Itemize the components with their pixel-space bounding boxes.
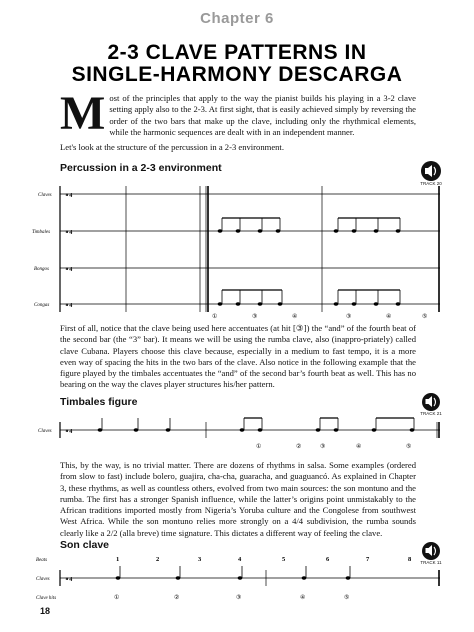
page-title-line-1: 2-3 CLAVE PATTERNS IN xyxy=(107,41,367,64)
staff-label-timbales: Timbales xyxy=(32,230,51,235)
timbales-score xyxy=(30,414,445,460)
clave-hit-2: ② xyxy=(174,595,180,601)
staff-label-bongos: Bongos xyxy=(34,267,49,272)
svg-text:𝄥 4: 𝄥 4 xyxy=(66,429,73,435)
conga-label-6: ⑤ xyxy=(422,314,428,320)
timbales-label-1: ① xyxy=(256,444,262,450)
clave-hit-5: ⑤ xyxy=(344,595,350,601)
staff-label-congas: Congas xyxy=(34,303,50,308)
percussion-score xyxy=(30,180,445,320)
section-heading-son-clave: Son clave xyxy=(60,539,110,551)
beat-5: 5 xyxy=(282,556,286,563)
intro-paragraph xyxy=(60,87,416,140)
beat-6: 6 xyxy=(326,556,330,563)
section-heading-timbales: Timbales figure xyxy=(60,396,138,408)
clave-hit-1: ① xyxy=(114,595,120,601)
staff-label-claves: Claves xyxy=(38,429,52,434)
svg-text:𝄥 4: 𝄥 4 xyxy=(66,577,73,583)
chapter-label: Chapter 6 xyxy=(200,10,274,27)
conga-label-1: ① xyxy=(212,314,218,320)
page-number: 18 xyxy=(40,606,51,616)
beat-7: 7 xyxy=(366,556,370,563)
timbales-label-3: ③ xyxy=(320,444,326,450)
svg-text:𝄥 4: 𝄥 4 xyxy=(66,303,73,309)
conga-label-2: ③ xyxy=(252,314,258,320)
paragraph-rhythms: This, by the way, is no trivial matter. There are dozens of rhythms in salsa. Some examples (ordered from slow to fast) include bolero, guajira, cha-cha, guaracha, and guaguancó. As explained in Chapter 3, these rhythms, as well as countless others, evolved from two main sources: the son montuno and the rumba. The first has a stronger Spanish influence, while the latter’s origins point unmistakably to the African traditions imported mostly from Nigeria’s Yoruba culture and the Congolese from southwest West Africa. While the son montuno relies more strongly on a 4/4 subdivision, the rumba sounds clearly like a 2/2 (alla breve) time signature. This dictates a different way of feeling the clave. xyxy=(60,460,416,538)
lets-look-text: Let's look at the structure of the percussion in a 2-3 environment. xyxy=(60,142,284,152)
section-heading-percussion: Percussion in a 2-3 environment xyxy=(60,162,222,174)
timbales-label-4: ④ xyxy=(356,444,362,450)
track-label: TRACK 20 xyxy=(420,181,442,186)
conga-label-5: ④ xyxy=(386,314,392,320)
timbales-label-5: ⑤ xyxy=(406,444,412,450)
svg-text:𝄥 4: 𝄥 4 xyxy=(66,230,73,236)
svg-text:𝄥 4: 𝄥 4 xyxy=(66,267,73,273)
beat-4: 4 xyxy=(238,556,242,563)
son-clave-score xyxy=(30,553,445,605)
track-label: TRACK 21 xyxy=(420,411,442,416)
beat-1: 1 xyxy=(116,556,120,563)
beat-3: 3 xyxy=(198,556,202,563)
row-label-clave-hits: Clave hits xyxy=(36,596,57,601)
beat-8: 8 xyxy=(408,556,412,563)
timbales-label-2: ② xyxy=(296,444,302,450)
row-label-beats: Beats xyxy=(36,558,48,563)
staff-label-claves: Claves xyxy=(38,193,52,198)
intro-text: ost of the principles that apply to the way the pianist builds his playing in a 3-2 clave setting apply also to the 2-3. At first sight, that is easily achieved simply by reversing the order of the two bars that make up the clave, including only the rhythmical elements, while the harmonic sequences are dealt with in an independent manner. xyxy=(109,93,416,137)
conga-label-4: ③ xyxy=(346,314,352,320)
paragraph-clave-notice: First of all, notice that the clave being used here accentuates (at hit [③]) the “and” of the fourth beat of the second bar (the “3” bar). It means we will be using the rumba clave, also (inappro-priately) called clave Cubana. Players choose this clave because, especially in a medium to fast tempo, it is a more even way of spacing the hits in the two bars of the clave. Also notice in the following example that the figure played by the timbales accentuates the “and” of the second bar’s fourth beat as well. This has no bearing on the way the claves player structures his/her pattern. xyxy=(60,323,416,390)
clave-hit-4: ④ xyxy=(300,595,306,601)
page-title-line-2: SINGLE-HARMONY DESCARGA xyxy=(71,63,403,86)
drop-cap: M xyxy=(60,87,106,140)
clave-hit-3: ③ xyxy=(236,595,242,601)
row-label-claves: Claves xyxy=(36,577,50,582)
svg-text:𝄥 4: 𝄥 4 xyxy=(66,193,73,199)
beat-2: 2 xyxy=(156,556,160,563)
track-label: TRACK 11 xyxy=(420,560,442,565)
conga-label-3: ④ xyxy=(292,314,298,320)
